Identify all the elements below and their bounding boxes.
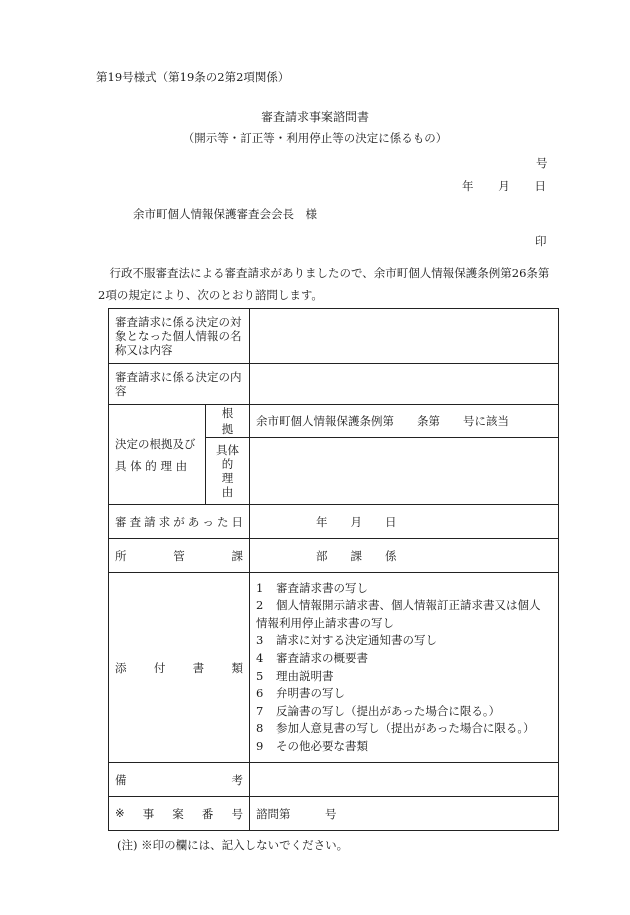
target-info-field[interactable]	[250, 309, 559, 364]
list-item: 9 その他必要な書類	[256, 738, 368, 753]
list-item: 2 個人情報開示請求書、個人情報訂正請求書又は個人	[256, 598, 541, 613]
footnote: (注) ※印の欄には、記入しないでください。	[117, 838, 349, 852]
recipient: 余市町個人情報保護審査会会長 様	[133, 207, 317, 221]
list-item: 6 弁明書の写し	[256, 686, 345, 701]
list-item: 5 理由説明書	[256, 668, 334, 683]
list-item: 3 請求に対する決定通知書の写し	[256, 633, 437, 648]
body-line-2: 2項の規定により、次のとおり諮問します。	[98, 288, 323, 302]
basis-value[interactable]: 余市町個人情報保護条例第 条第 号に該当	[250, 405, 559, 438]
date-line	[462, 178, 546, 194]
request-date-field[interactable]: 年 月 日	[250, 505, 559, 539]
consultation-form-table	[108, 308, 559, 831]
table-row	[109, 309, 559, 364]
reason-label-line-2: 理 由	[221, 471, 245, 499]
reason-field[interactable]	[250, 438, 559, 505]
attachments-list	[250, 573, 559, 763]
list-item: 1 審査請求書の写し	[256, 580, 368, 595]
table-row	[109, 505, 559, 539]
list-item: 7 反論書の写し（提出があった場合に限る。）	[256, 703, 501, 718]
seal-mark: 印	[535, 234, 547, 248]
day-label: 日	[534, 179, 546, 193]
department-field[interactable]: 部 課 係	[250, 539, 559, 573]
basis-reason-label-line-2: 具 体 的 理 由	[115, 458, 188, 473]
body-line-1: 行政不服審査法による審査請求がありましたので、余市町個人情報保護条例第26条第	[109, 266, 550, 280]
target-info-label: 審査請求に係る決定の対象となった個人情報の名称又は内容	[109, 309, 250, 364]
table-row	[109, 763, 559, 797]
table-row	[109, 364, 559, 405]
table-row	[109, 797, 559, 831]
number-label: 号	[536, 156, 548, 170]
case-number-label: ※ 事 案 番 号	[109, 797, 250, 831]
document-subtitle: （開示等・訂正等・利用停止等の決定に係るもの）	[182, 131, 448, 145]
year-label: 年	[462, 179, 474, 193]
reason-label-line-1: 具体的	[216, 443, 239, 471]
basis-reason-label	[109, 405, 206, 505]
request-date-label: 審 査 請 求 が あ っ た 日	[109, 505, 250, 539]
table-row	[109, 573, 559, 763]
list-item: 8 参加人意見書の写し（提出があった場合に限る。）	[256, 721, 535, 736]
basis-reason-label-line-1: 決定の根拠及び	[115, 436, 196, 451]
remarks-field[interactable]	[250, 763, 559, 797]
list-item: 4 審査請求の概要書	[256, 650, 368, 665]
body-text	[98, 262, 558, 306]
basis-label: 根 拠	[206, 405, 250, 438]
decision-content-label: 審査請求に係る決定の内容	[109, 364, 250, 405]
table-row	[109, 405, 559, 438]
reason-label	[206, 438, 250, 505]
attachments-label: 添 付 書 類	[109, 573, 250, 763]
table-row	[109, 539, 559, 573]
department-label: 所 管 課	[109, 539, 250, 573]
document-title: 審査請求事案諮問書	[260, 110, 369, 124]
form-number: 第19号様式（第19条の2第2項関係）	[96, 70, 290, 84]
month-label: 月	[498, 179, 510, 193]
list-item: 情報利用停止請求書の写し	[256, 615, 394, 630]
case-number-field[interactable]: 諮問第 号	[250, 797, 559, 831]
decision-content-field[interactable]	[250, 364, 559, 405]
remarks-label: 備 考	[109, 763, 250, 797]
